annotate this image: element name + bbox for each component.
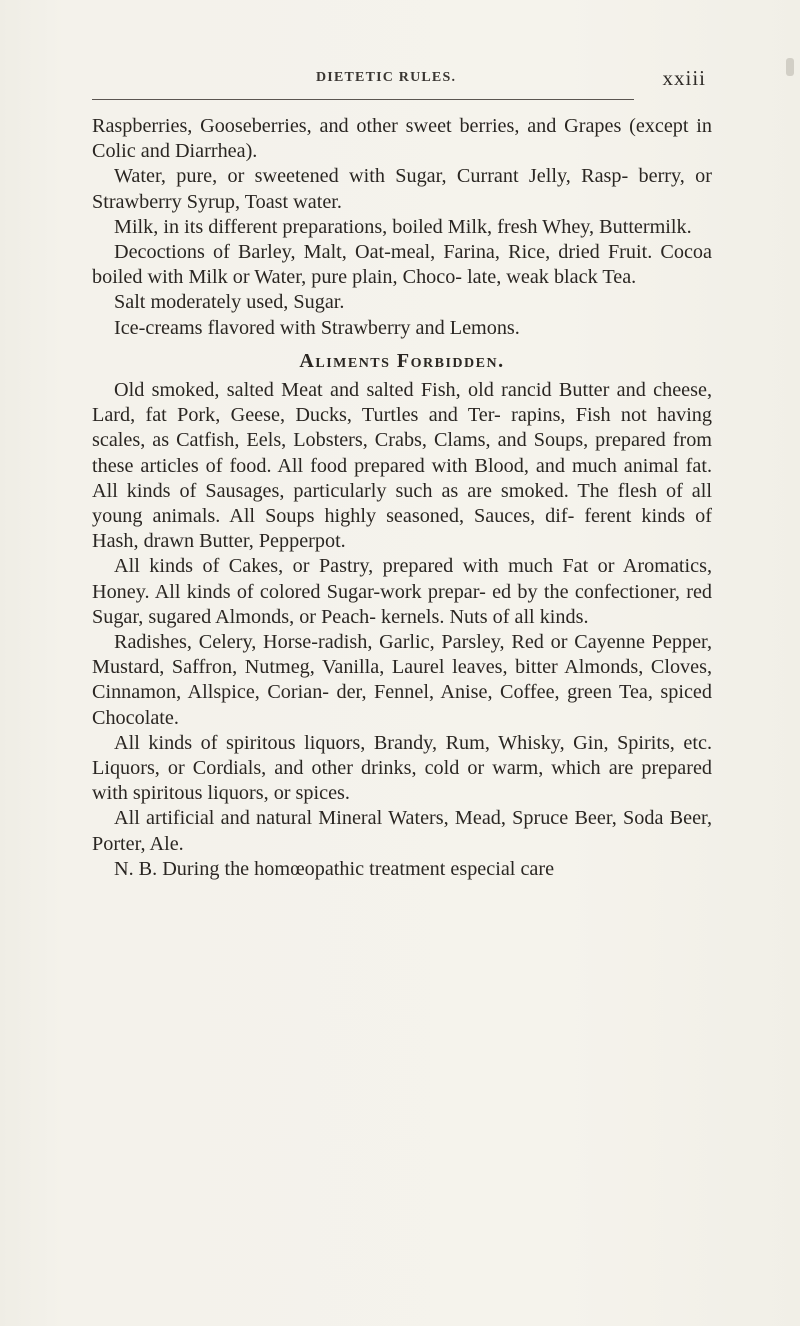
paragraph: Radishes, Celery, Horse-radish, Garlic, Parsley, Red or Cayenne Pepper, Mustard, Saffron, Nutmeg, Vanilla, Laurel leaves, bitter Almonds, Cloves, Cinnamon, Allspice, Corian- der, Fennel, Anise, Coffee, green Tea, spiced Chocolate. xyxy=(92,631,712,729)
header-rule xyxy=(92,99,634,100)
paragraph: Milk, in its different preparations, boiled Milk, fresh Whey, Buttermilk. xyxy=(114,215,692,238)
paragraph: N. B. During the homœopathic treatment especial care xyxy=(114,857,555,880)
page-number: xxiii xyxy=(662,66,706,90)
paragraph: Decoctions of Barley, Malt, Oat-meal, Farina, Rice, dried Fruit. Cocoa boiled with Milk or Water, pure plain, Choco- late, weak black Tea. xyxy=(92,241,712,289)
paragraph: Raspberries, Gooseberries, and other sweet berries, and Grapes (except in Colic and Diarrhea). xyxy=(92,115,712,163)
section-heading: Aliments Forbidden. xyxy=(299,349,505,372)
page-header xyxy=(92,66,710,96)
paragraph: Water, pure, or sweetened with Sugar, Currant Jelly, Rasp- berry, or Strawberry Syrup, Toast water. xyxy=(92,165,712,213)
paragraph: All artificial and natural Mineral Waters, Mead, Spruce Beer, Soda Beer, Porter, Ale. xyxy=(92,807,712,855)
paragraph: All kinds of spiritous liquors, Brandy, Rum, Whisky, Gin, Spirits, etc. Liquors, or Cordials, and other drinks, cold or warm, which are prepared with spiritous liquors, or spices. xyxy=(92,731,712,805)
page-edge-mark xyxy=(786,58,794,76)
running-head: DIETETIC RULES. xyxy=(316,70,457,85)
paragraph: Old smoked, salted Meat and salted Fish, old rancid Butter and cheese, Lard, fat Pork, Geese, Ducks, Turtles and Ter- rapins, Fish not having scales, as Catfish, Eels, Lobsters, Crabs, Clams, and Soups, prepared from these articles of food. All food prepared with Blood, and much animal fat. All kinds of Sausages, particularly such as are smoked. The flesh of all young animals. All Soups highly seasoned, Sauces, dif- ferent kinds of Hash, drawn Butter, Pepperpot. xyxy=(92,379,712,553)
paragraph: Ice-creams flavored with Strawberry and Lemons. xyxy=(114,316,520,339)
paragraph: Salt moderately used, Sugar. xyxy=(114,291,345,314)
body-text xyxy=(92,114,712,882)
paragraph: All kinds of Cakes, or Pastry, prepared with much Fat or Aromatics, Honey. All kinds of colored Sugar-work prepar- ed by the confectioner, red Sugar, sugared Almonds, or Peach- kernels. Nuts of all kinds. xyxy=(92,555,712,628)
